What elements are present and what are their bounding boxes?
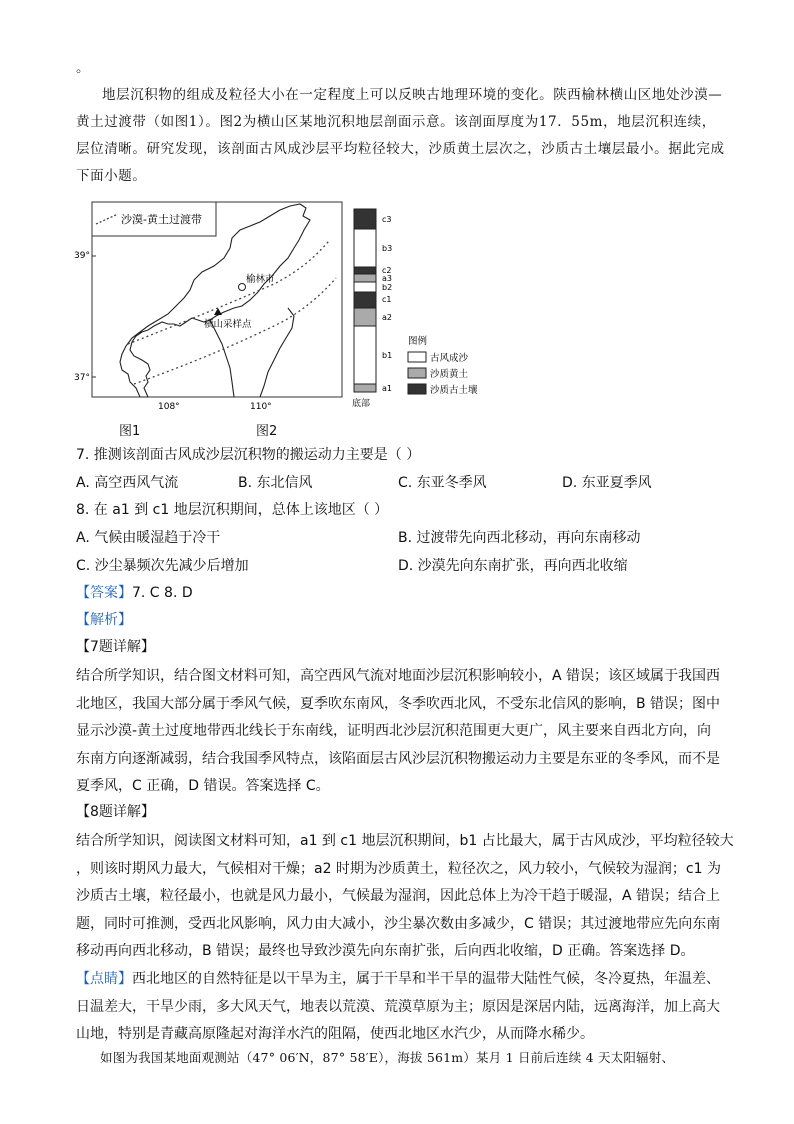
legend-swatch-sand (408, 352, 426, 362)
tip-line: 山地，特别是青藏高原隆起对海洋水汽的阻隔，使西北地区水汽少，从而降水稀少。 (76, 1026, 594, 1042)
layer-a1 (354, 384, 376, 392)
detail7-line: 东南方向逐渐减弱，结合我国季风特点，该陷面层古风沙层沉积物搬运动力主要是东亚的冬季风，而不是 (76, 750, 720, 767)
column-legend-title: 图例 (408, 336, 428, 347)
label-a1: a1 (382, 384, 392, 393)
detail7-line: 北地区，我国大部分属于季风气候，夏季吹东南风，冬季吹西北风，不受东北信风的影响，B 错误；图中 (76, 695, 721, 712)
q8-option-c: C. 沙尘暴频次先减少后增加 (76, 558, 249, 574)
q7-option-b: B. 东北信风 (238, 475, 313, 491)
detail7-tag: 【7题详解】 (76, 639, 155, 655)
q7-option-d: D. 东亚夏季风 (562, 475, 652, 491)
label-a3: a3 (382, 274, 392, 283)
label-c3: c3 (382, 215, 392, 224)
label-c2: c2 (382, 266, 392, 275)
q8-option-d: D. 沙漠先向东南扩张，再向西北收缩 (398, 558, 628, 574)
tip-tag: 【点睛】 (76, 971, 132, 987)
label-b2: b2 (382, 283, 393, 292)
q8-option-b: B. 过渡带先向西北移动，再向东南移动 (398, 530, 641, 546)
q7-option-c: C. 东亚冬季风 (398, 475, 487, 491)
detail8-body (76, 828, 734, 966)
layer-c1 (354, 292, 376, 308)
lon-108-label: 108° (158, 402, 180, 412)
intro-line: 黄土过渡带（如图1）。图2为横山区某地沉积地层剖面示意。该剖面厚度为17．55m，地层沉积连续， (76, 114, 716, 130)
legend-swatch-paleosol (408, 384, 426, 394)
intro-line: 下面小题。 (76, 168, 147, 184)
analysis-tag: 【解析】 (76, 612, 132, 628)
tip-body (76, 966, 720, 1049)
lat-39-label: 39° (74, 251, 90, 261)
layer-b3 (354, 229, 376, 267)
detail7-line: 显示沙漠-黄土过度地带西北线长于东南线，证明西北沙层沉积范围更大更广，风主要来自西北方向，向 (76, 723, 712, 739)
tip-line: 西北地区的自然特征是以干旱为主，属于干旱和半干旱的温带大陆性气候，冬冷夏热，年温差、 (132, 971, 720, 987)
lon-110-label: 110° (250, 402, 272, 412)
legend-swatch-loess (408, 368, 426, 378)
legend-item-sand: 古风成沙 (430, 353, 469, 364)
q8-option-a: A. 气候由暖湿趋于冷干 (76, 530, 221, 546)
tip-line: 日温差大，干旱少雨，多大风天气，地表以荒漠、荒漠草原为主；原因是深居内陆，远离海洋，加上高大 (76, 998, 720, 1015)
detail8-line: ，则该时期风力最大，气候相对干燥；a2 时期为沙质黄土，粒径次之，风力较小，气候较为湿润；c1 为 (76, 860, 721, 877)
detail7-line: 夏季风，C 正确，D 错误。答案选择 C。 (76, 778, 330, 794)
intro-paragraph (76, 82, 736, 190)
column-bottom-label: 底部 (352, 399, 371, 409)
q7-option-a: A. 高空西风气流 (76, 475, 179, 491)
figure-1-map (74, 196, 344, 418)
detail7-body (76, 663, 720, 801)
answer-row (76, 582, 193, 602)
layer-a3 (354, 274, 376, 282)
detail8-tag: 【8题详解】 (76, 804, 155, 820)
transition-belt-south (134, 278, 336, 384)
next-question-intro: 如图为我国某地面观测站（47° 06′N，87° 58′E），海拔 561m）某月 1 日前后连续 4 天太阳辐射、 (100, 1050, 675, 1065)
q8-stem: 8. 在 a1 到 c1 地层沉积期间，总体上该地区（ ） (76, 502, 389, 518)
detail7-line: 结合所学知识，结合图文材料可知，高空西风气流对地面沙层沉积影响较小，A 错误；该区域属于我国西 (76, 668, 721, 684)
city-label: 榆林市 (246, 274, 275, 285)
layer-a2 (354, 308, 376, 326)
legend-item-paleosol: 沙质古土壤 (430, 385, 478, 396)
intro-line: 地层沉积物的组成及粒径大小在一定程度上可以反映古地理环境的变化。陕西榆林横山区地处沙漠— (102, 87, 723, 103)
label-c1: c1 (382, 295, 392, 304)
layer-b1 (354, 326, 376, 384)
layer-c3 (354, 209, 376, 229)
detail8-line: 移动再向西北移动，B 错误；最终也导致沙漠先向东南扩张，后向西北收缩，D 正确。答案选择 D。 (76, 943, 695, 959)
figure-2-caption: 图2 (256, 424, 278, 439)
lat-37-label: 37° (74, 373, 90, 383)
figure-1-caption: 图1 (119, 424, 141, 439)
detail8-line: 题，同时可推测，受西北风影响，风力由大减小，沙尘暴次数由多减少，C 错误；其过渡地带应先向东南 (76, 915, 721, 932)
answer-tag: 【答案】 (76, 585, 132, 601)
label-b3: b3 (382, 244, 393, 253)
site-label: 横山采样点 (204, 319, 252, 330)
site-marker-icon (214, 308, 222, 315)
q7-stem: 7. 推测该剖面古风成沙层沉积物的搬运动力主要是（ ） (76, 447, 421, 463)
layer-c2 (354, 267, 376, 274)
answer-text: 7. C 8. D (132, 585, 193, 601)
legend-item-loess: 沙质黄土 (430, 369, 469, 380)
map-legend-label: 沙漠-黄土过渡带 (121, 213, 202, 226)
label-b1: b1 (382, 351, 393, 360)
city-marker-icon (239, 284, 246, 291)
detail8-line: 沙质古土壤，粒径最小，也就是风力最小，气候最为湿润，因此总体上为冷干趋于暖湿，A 错误；结合上 (76, 888, 721, 904)
figure-2-column (340, 204, 490, 414)
top-mark: 。 (76, 60, 91, 76)
label-a2: a2 (382, 313, 392, 322)
detail8-line: 结合所学知识，阅读图文材料可知，a1 到 c1 地层沉积期间，b1 占比最大，属于古风成沙，平均粒径较大 (76, 833, 734, 849)
layer-b2 (354, 282, 376, 292)
intro-line: 层位清晰。研究发现，该剖面古风成沙层平均粒径较大，沙质黄土层次之，沙质古土壤层最小。据此完成 (76, 141, 725, 157)
